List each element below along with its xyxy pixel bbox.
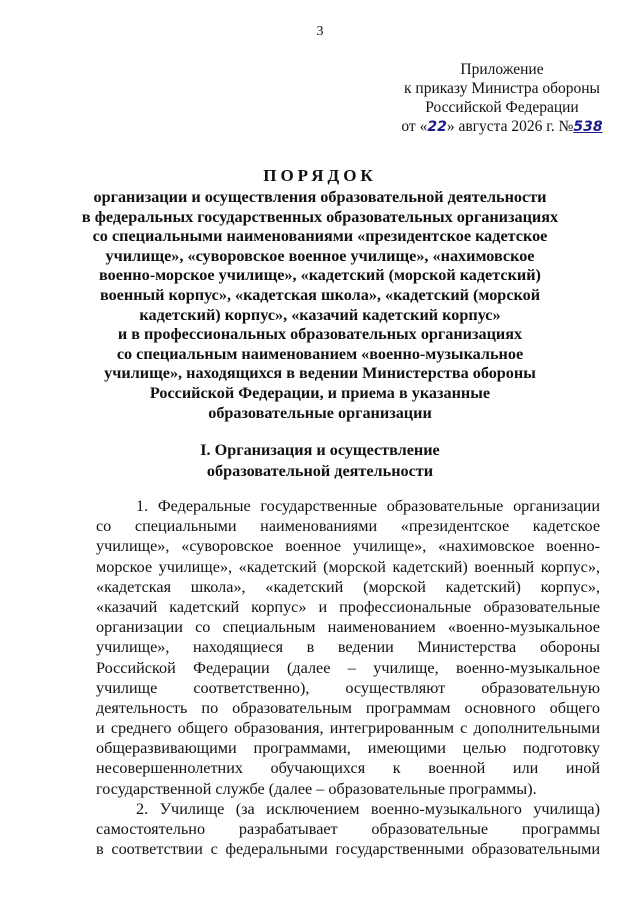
handwritten-day: 22 — [427, 119, 447, 135]
body-line: со специальными наименованиями «президентское кадетское — [96, 517, 600, 536]
appendix-date-line — [382, 117, 622, 137]
body-line: 2. Училище (за исключением военно-музыкального училища) — [136, 799, 600, 818]
subtitle-line: со специальными наименованиями «президентское кадетское — [92, 227, 548, 246]
body-line: училище», находящиеся в ведении Министерства обороны — [96, 638, 600, 657]
section-heading-line-2: образовательной деятельности — [206, 462, 434, 480]
appendix-order-ref: к приказу Министра обороны — [404, 80, 600, 97]
body-line: училище соответственно), осуществляют образовательную — [96, 678, 600, 697]
subtitle-line: училище», находящихся в ведении Министерства обороны — [104, 364, 536, 383]
document-title: ПОРЯДОК — [263, 166, 377, 185]
body-line: «казачий кадетский корпус» и профессиональные образовательные — [96, 597, 600, 616]
page-number: 3 — [316, 24, 324, 39]
subtitle-line: в федеральных государственных образовательных организациях — [81, 207, 559, 226]
handwritten-order-number: 538 — [573, 119, 603, 135]
body-line: деятельность по образовательным программам основного общего — [96, 698, 600, 717]
body-line: морское училище», «кадетский (морской кадетский) военный корпус», — [96, 557, 600, 576]
body-line: и среднего общего образования, интегрированным с дополнительными — [96, 719, 600, 738]
body-line: училище», «суворовское военное училище», «нахимовское военно- — [96, 537, 600, 556]
body-line: 1. Федеральные государственные образовательные организации — [136, 497, 600, 515]
body-line: организации со специальным наименованием «военно-музыкальное — [96, 618, 600, 637]
subtitle-line: военно-морское училище», «кадетский (морской кадетский) — [99, 266, 541, 285]
subtitle-line: кадетский) корпус», «казачий кадетский корпус» — [139, 305, 501, 324]
subtitle-line: военный корпус», «кадетская школа», «кадетский (морской — [99, 285, 541, 304]
body-line: в соответствии с федеральными государственными образовательными — [96, 840, 600, 859]
subtitle-line: и в профессиональных образовательных организациях — [117, 325, 523, 344]
body-text — [96, 496, 600, 859]
body-line: Российской Федерации (далее – училище, военно-музыкальное — [96, 658, 600, 677]
body-line: общеразвивающими программами, имеющими целью подготовку — [96, 739, 600, 758]
body-line: самостоятельно разрабатывает образовательные программы — [96, 820, 600, 838]
date-prefix: от « — [401, 118, 428, 135]
subtitle-line: образовательные организации — [208, 403, 432, 422]
body-line: несовершеннолетних обучающихся к военной или иной — [96, 759, 600, 778]
section-heading — [0, 440, 640, 482]
subtitle-line: училище», «суворовское военное училище», «нахимовское — [105, 246, 535, 265]
appendix-label: Приложение — [460, 61, 544, 78]
section-heading-line-1: I. Организация и осуществление — [200, 441, 440, 459]
body-line: государственной службе (далее – образовательные программы). — [96, 779, 537, 798]
date-mid: » августа 2026 г. № — [446, 118, 574, 135]
subtitle-line: со специальным наименованием «военно-музыкальное — [116, 344, 524, 363]
appendix-country: Российской Федерации — [425, 99, 579, 116]
subtitle-line: Российской Федерации, и приема в указанные — [149, 383, 491, 402]
appendix-block — [382, 60, 622, 137]
document-subtitle — [60, 188, 580, 423]
body-line: «кадетская школа», «кадетский (морской кадетский) корпус», — [96, 577, 600, 596]
subtitle-line: организации и осуществления образовательной деятельности — [93, 188, 547, 206]
